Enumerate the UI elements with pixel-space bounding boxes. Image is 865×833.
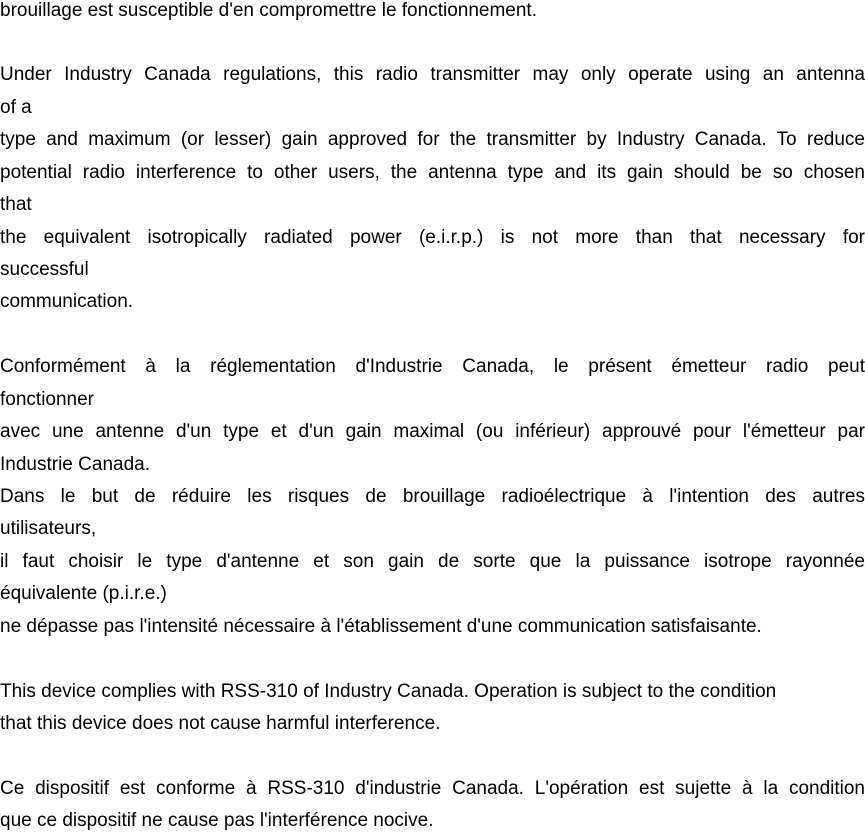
text-line: utilisateurs, xyxy=(0,518,97,539)
text-line: Conformément à la réglementation d'Industrie Canada, le présent émetteur radio peut xyxy=(0,356,865,377)
text-line: communication. xyxy=(0,291,134,312)
text-line: que ce dispositif ne cause pas l'interférence nocive. xyxy=(0,810,434,831)
text-line: potential radio interference to other users, the antenna type and its gain should be so chosen xyxy=(0,162,865,183)
text-line: This device complies with RSS-310 of Industry Canada. Operation is subject to the condition xyxy=(0,681,777,702)
text-line: type and maximum (or lesser) gain approved for the transmitter by Industry Canada. To reduce xyxy=(0,129,865,150)
text-line: of a xyxy=(0,97,32,118)
text-line: il faut choisir le type d'antenne et son gain de sorte que la puissance isotrope rayonnée xyxy=(0,551,865,572)
text-line: the equivalent isotropically radiated power (e.i.r.p.) is not more than that necessary for xyxy=(0,227,865,248)
text-line: that xyxy=(0,194,32,215)
text-line: brouillage est susceptible d'en compromettre le fonctionnement. xyxy=(0,0,537,21)
text-line: Ce dispositif est conforme à RSS-310 d'industrie Canada. L'opération est sujette à la condition xyxy=(0,778,865,799)
text-line: équivalente (p.i.r.e.) xyxy=(0,583,167,604)
text-line: avec une antenne d'un type et d'un gain maximal (ou inférieur) approuvé pour l'émetteur par xyxy=(0,421,865,442)
text-line: ne dépasse pas l'intensité nécessaire à l'établissement d'une communication satisfaisante. xyxy=(0,616,762,637)
text-line: Under Industry Canada regulations, this radio transmitter may only operate using an antenna xyxy=(0,64,865,85)
text-line: Industrie Canada. xyxy=(0,454,150,475)
text-line: Dans le but de réduire les risques de brouillage radioélectrique à l'intention des autres xyxy=(0,486,865,507)
text-line: successful xyxy=(0,259,89,280)
text-line: fonctionner xyxy=(0,389,95,410)
text-line: that this device does not cause harmful interference. xyxy=(0,713,441,734)
